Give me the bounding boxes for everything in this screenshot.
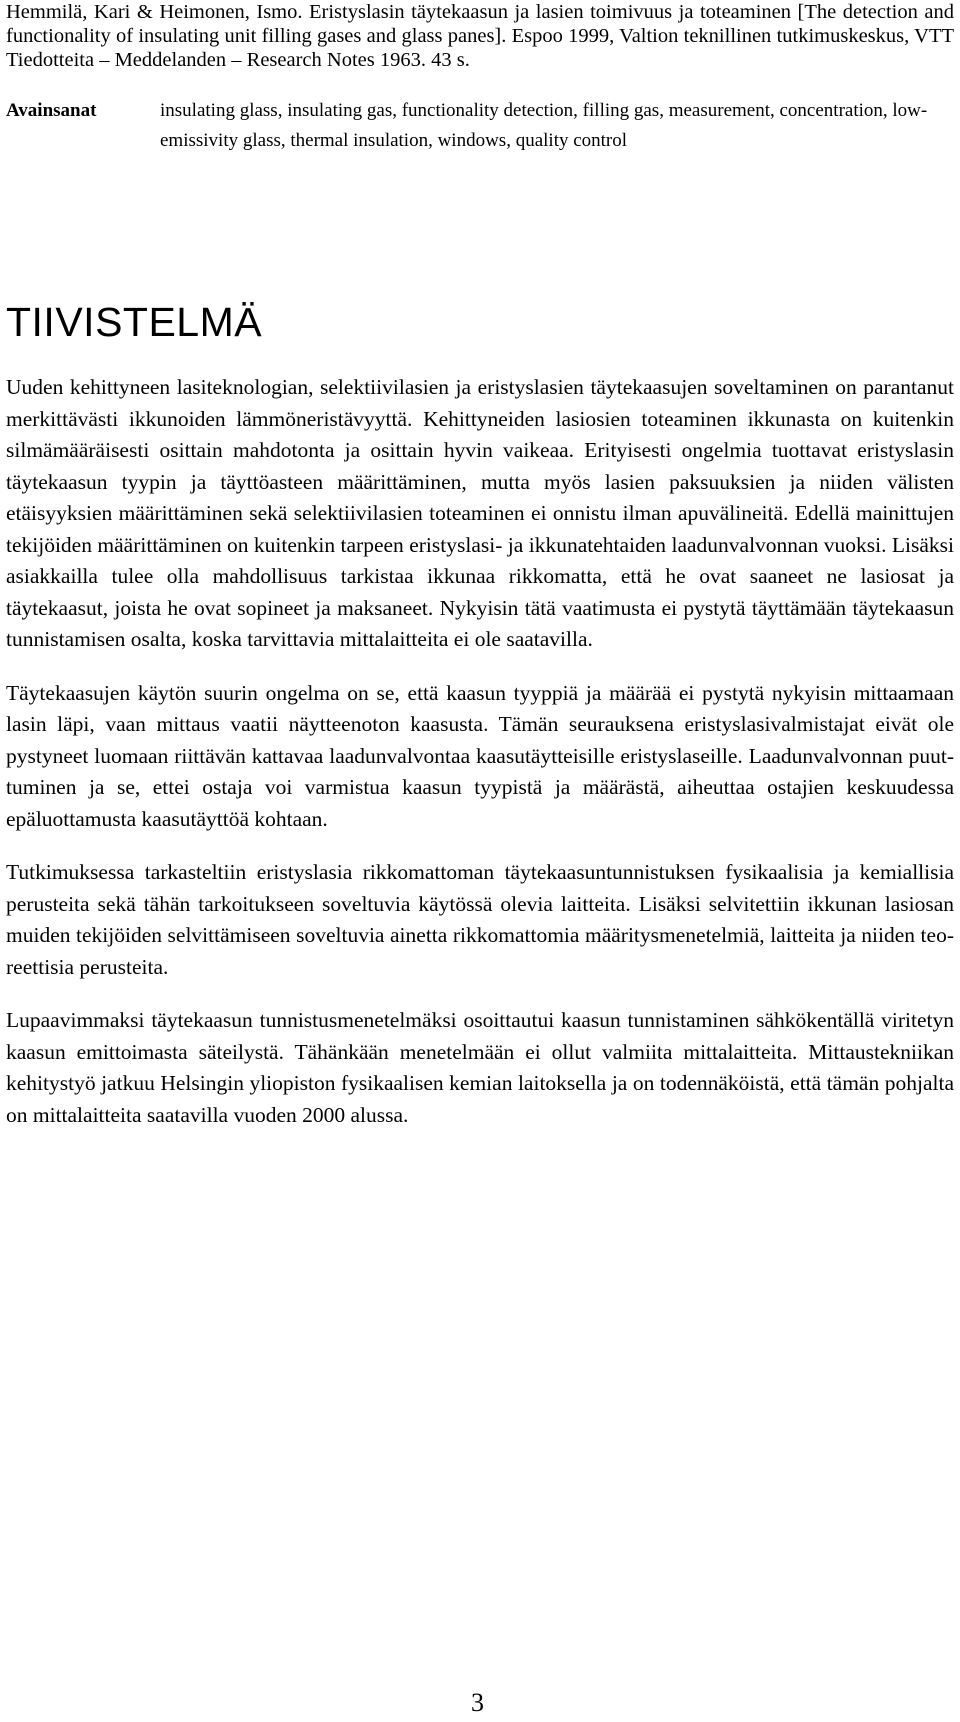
- page-title: TIIVISTELMÄ: [6, 299, 263, 345]
- summary-paragraph-4: Lupaavimmaksi täytekaasun tunnistusmenetelmäksi osoittautui kaasun tunnistaminen sähkökentällä viritetyn kaasun emittoimasta säteilystä. Tähänkään menetelmään ei ollut valmiita mittalaitteita. Mittaustekniikan kehitystyö jatkuu Helsingin yliopiston fysikaalisen kemian laitoksella ja on todennäköistä, että tämän pohjalta on mittalaitteita saatavilla vuoden 2000 alussa.: [6, 1008, 954, 1127]
- page-number: 3: [471, 1688, 484, 1717]
- summary-paragraph-1: Uuden kehittyneen lasiteknologian, selektiivilasien ja eristyslasien täytekaasujen soveltaminen on parantanut merkittävästi ikkunoiden lämmöneristävyyttä. Kehittyneiden lasiosien toteaminen ikkunasta on kuitenkin silmämääräisesti osittain mahdotonta ja osittain hyvin vaikeaa. Erityisesti ongelmia tuottavat eristyslasin täytekaasun tyypin ja täyttöasteen määrittäminen, mutta myös lasien paksuuksien ja niiden välisten etäisyyksien määrittäminen sekä selektiivilasien toteaminen ei onnistu ilman apuvälineitä. Edellä mainittujen tekijöiden määrittäminen on kuitenkin tarpeen eristyslasi- ja ikkunatehtaiden laadunvalvonnan vuoksi. Lisäksi asiakkailla tulee olla mahdollisuus tarkistaa ikkunaa rikkomatta, että he ovat saaneet ne lasiosat ja täytekaasut, joista he ovat sopineet ja maksaneet. Nykyisin tätä vaatimusta ei pystytä täyttämään täytekaasun tunnistamisen osalta, koska tarvittavia mittalaitteita ei ole saatavilla.: [6, 375, 954, 651]
- summary-paragraph-3: Tutkimuksessa tarkasteltiin eristyslasia rikkomattoman täytekaasuntunnistuksen fysikaalisia ja kemiallisia perusteita sekä tähän tarkoitukseen soveltuvia käytössä olevia laitteita. Lisäksi selvitettiin ikkunan lasiosan muiden tekijöiden selvittämiseen soveltuvia ainetta rikkomattomia määritysmenetelmiä, laitteita ja niiden teoreettisia perusteita.: [6, 860, 954, 979]
- keywords-text: insulating glass, insulating gas, functionality detection, filling gas, measurement, concentration, low-emissivity glass, thermal insulation, windows, quality control: [160, 100, 928, 151]
- summary-body: [6, 372, 954, 1153]
- citation-text: Hemmilä, Kari & Heimonen, Ismo. Eristyslasin täytekaasun ja lasien toimivuus ja toteaminen [The detection and functionality of insulating unit filling gases and glass panes]. Espoo 1999, Valtion teknillinen tutkimuskeskus, VTT Tiedotteita – Meddelanden – Research Notes 1963. 43 s.: [6, 1, 954, 71]
- summary-paragraph-2: Täytekaasujen käytön suurin ongelma on se, että kaasun tyyppiä ja määrää ei pystytä nykyisin mittaamaan lasin läpi, vaan mittaus vaatii näytteenoton kaasusta. Tämän seurauksena eristyslasivalmistajat eivät ole pystyneet luomaan riittävän kattavaa laadunvalvontaa kaasutäytteisille eristyslaseille. Laadunvalvonnan puuttuminen ja se, ettei ostaja voi varmistua kaasun tyypistä ja määrästä, aiheuttaa ostajien keskuudessa epäluottamusta kaasutäyttöä kohtaan.: [6, 680, 954, 831]
- keywords-label: Avainsanat: [6, 100, 97, 121]
